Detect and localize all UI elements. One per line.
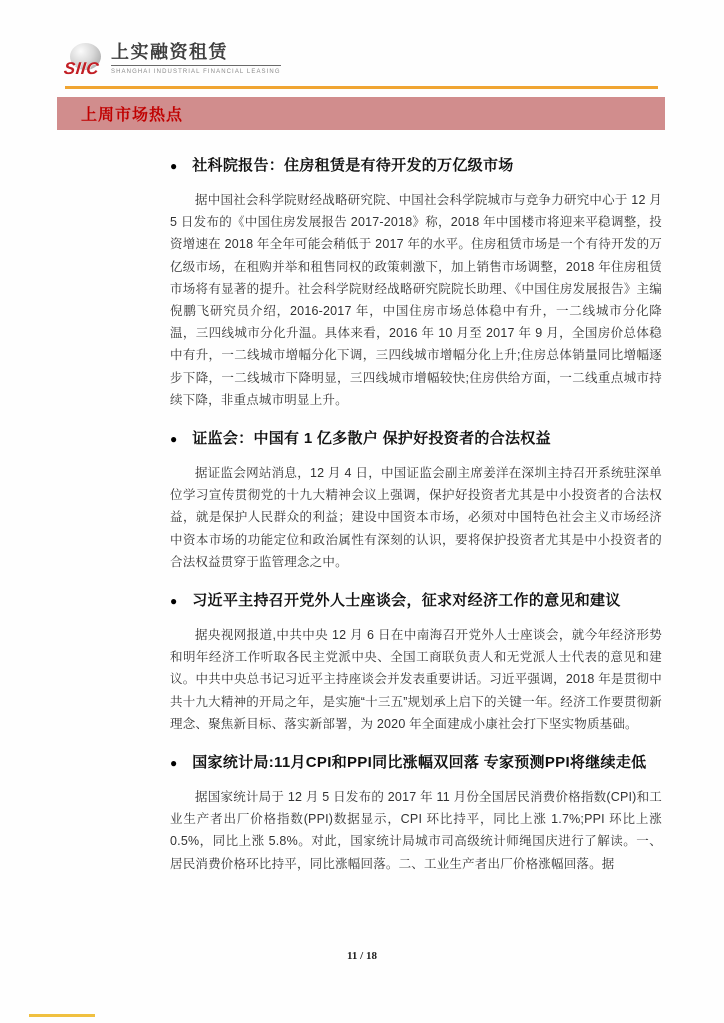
section-banner — [57, 97, 665, 130]
section-heading-row — [170, 751, 662, 775]
header-divider — [65, 86, 658, 89]
news-section — [170, 751, 662, 875]
section-body: 据国家统计局于 12 月 5 日发布的 2017 年 11 月份全国居民消费价格指数(CPI)和工业生产者出厂价格指数(PPI)数据显示，CPI 环比持平，同比上涨 1.7%;PPI 环比上涨 0.5%，同比上涨 5.8%。对此，国家统计局城市司高级统计师绳国庆进行了解读。一、居民消费价格环比持平，同比涨幅回落。二、工业生产者出厂价格涨幅回落。据 — [170, 790, 662, 871]
section-heading-row — [170, 427, 662, 451]
section-heading-row — [170, 589, 662, 613]
section-heading-row — [170, 154, 662, 178]
bullet-icon: ● — [170, 594, 178, 609]
news-section — [170, 427, 662, 573]
siic-wordmark: SIIC — [63, 59, 101, 78]
logo-text — [111, 40, 281, 77]
news-section — [170, 154, 662, 411]
bullet-icon: ● — [170, 159, 178, 173]
section-heading: 证监会：中国有 1 亿多散户 保护好投资者的合法权益 — [192, 430, 551, 448]
section-heading: 习近平主持召开党外人士座谈会，征求对经济工作的意见和建议 — [192, 592, 621, 610]
company-name-chinese: 上实融资租赁 — [111, 40, 281, 66]
company-logo — [64, 40, 281, 77]
section-heading: 社科院报告：住房租赁是有待开发的万亿级市场 — [192, 157, 514, 174]
company-name-english: SHANGHAI INDUSTRIAL FINANCIAL LEASING — [111, 69, 281, 75]
footer-divider — [29, 1014, 95, 1017]
news-section — [170, 589, 662, 735]
bullet-icon: ● — [170, 756, 178, 771]
section-body: 据中国社会科学院财经战略研究院、中国社会科学院城市与竞争力研究中心于 12 月 5 日发布的《中国住房发展报告 2017-2018》称，2018 年中国楼市将迎来平稳调整，投资增速在 2018 年全年可能会稍低于 2017 年的水平。住房租赁市场是一个有待开发的万亿级市场，在租购并举和租售同权的政策刺激下，加上销售市场调整，2018 年住房租赁市场将有显著的提升。社会科学院财经战略研究院院长助理、《中国住房发展报告》主编倪鹏飞研究员介绍，2016-2017 年，中国住房市场总体稳中有升，一二线城市分化降温，三四线城市分化升温。具体来看，2016 年 10 月至 2017 年 9 月，全国房价总体稳中有升，一二线城市增幅分化下调，三四线城市增幅分化上升;住房总体销量同比增幅逐步下降，一二线城市下降明显，三四线城市增幅较快;住房供给方面，一二线重点城市持续下降，非重点城市明显上升。 — [170, 193, 662, 407]
report-content — [170, 154, 662, 891]
page-number: 11 / 18 — [347, 950, 377, 962]
bullet-icon: ● — [170, 432, 178, 447]
page-title: 上周市场热点 — [81, 107, 184, 124]
section-heading: 国家统计局:11月CPI和PPI同比涨幅双回落 专家预测PPI将继续走低 — [192, 754, 647, 772]
section-body: 据证监会网站消息，12 月 4 日，中国证监会副主席姜洋在深圳主持召开系统驻深单位学习宣传贯彻党的十九大精神会议上强调，保护好投资者尤其是中小投资者的合法权益，就是保护人民群众的利益；建设中国资本市场，必须对中国特色社会主义市场经济中资本市场的功能定位和政治属性有深刻的认识，要将保护投资者尤其是中小投资者的合法权益贯穿于监管理念之中。 — [170, 466, 662, 569]
siic-globe-icon — [64, 43, 104, 77]
section-body: 据央视网报道,中共中央 12 月 6 日在中南海召开党外人士座谈会，就今年经济形势和明年经济工作听取各民主党派中央、全国工商联负责人和无党派人士代表的意见和建议。中共中央总书记习近平主持座谈会并发表重要讲话。习近平强调，2018 年是贯彻中共十九大精神的开局之年，是实施“十三五”规划承上启下的关键一年。经济工作要贯彻新理念、聚焦新目标、落实新部署，为 2020 年全面建成小康社会打下坚实物质基础。 — [170, 628, 662, 731]
